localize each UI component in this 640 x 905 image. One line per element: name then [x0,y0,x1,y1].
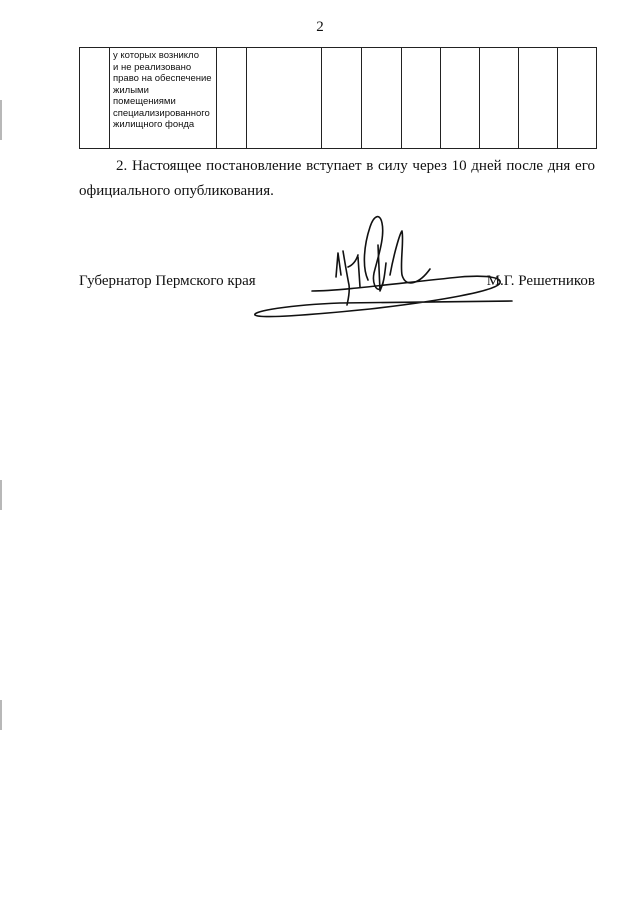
table-cell [402,48,441,149]
table-cell [441,48,480,149]
table-cell [480,48,519,149]
signer-name: М.Г. Решетников [486,273,595,289]
page-number: 2 [316,19,324,35]
table-cell [217,48,247,149]
scan-edge-mark [0,480,2,510]
table-row [80,48,597,149]
scan-edge-mark [0,100,2,140]
table-cell [80,48,110,149]
table-cell [362,48,402,149]
table-cell [519,48,558,149]
effective-date-paragraph: 2. Настоящее постановление вступает в силу через 10 дней после дня его официального опубликования. [79,158,595,199]
continuation-table [79,47,597,149]
table-cell [322,48,362,149]
table-cell [558,48,597,149]
table-cell [247,48,322,149]
handwritten-signature [250,205,520,330]
scan-edge-mark [0,700,2,730]
category-description-cell: у которых возникло и не реализовано право на обеспечение жилыми помещениями специализированного жилищного фонда [110,48,217,149]
signer-position: Губернатор Пермского края [79,273,256,289]
